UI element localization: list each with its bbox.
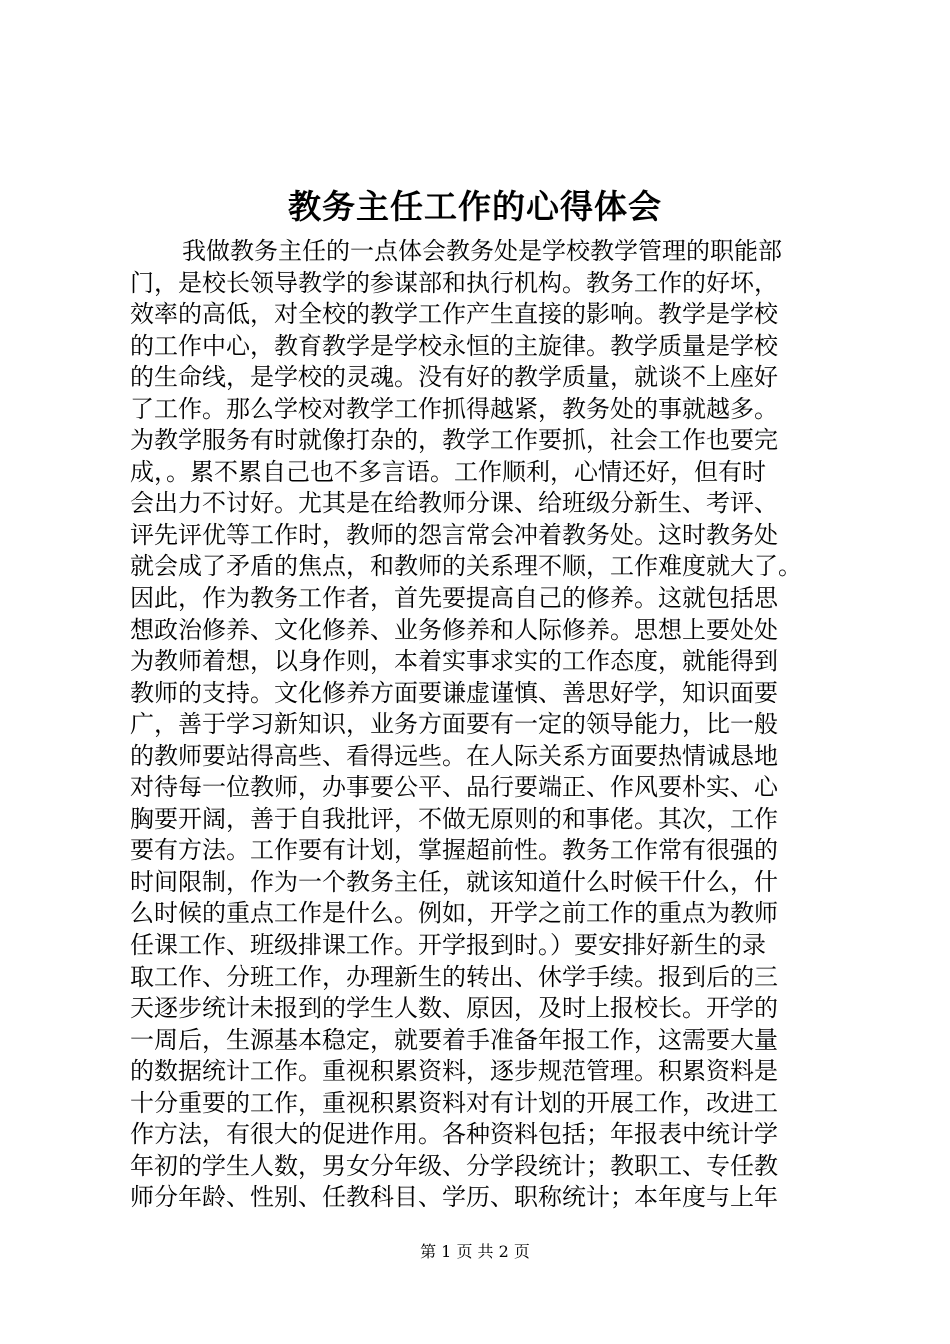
body-line: 教师的支持。文化修养方面要谦虚谨慎、善思好学，知识面要 — [130, 678, 778, 707]
body-line: 因此，作为教务工作者，首先要提高自己的修养。这就包括思 — [130, 584, 778, 613]
body-line: 胸要开阔，善于自我批评，不做无原则的和事佬。其次，工作 — [130, 804, 778, 833]
body-line: 任课工作、班级排课工作。开学报到时。）要安排好新生的录 — [130, 931, 766, 960]
body-line: 一周后，生源基本稳定，就要着手准备年报工作，这需要大量 — [130, 1025, 778, 1054]
body-line: 为教学服务有时就像打杂的，教学工作要抓，社会工作也要完 — [130, 426, 778, 455]
body-line: 取工作、分班工作，办理新生的转出、休学手续。报到后的三 — [130, 962, 778, 991]
body-line: 为教师着想，以身作则，本着实事求实的工作态度，就能得到 — [130, 647, 778, 676]
body-line: 的生命线，是学校的灵魂。没有好的教学质量，就谈不上座好 — [130, 363, 778, 392]
body-line: 天逐步统计未报到的学生人数、原因，及时上报校长。开学的 — [130, 994, 778, 1023]
body-line: 门，是校长领导教学的参谋部和执行机构。教务工作的好坏， — [130, 268, 778, 297]
document-body — [130, 236, 834, 1214]
body-line: 师分年龄、性别、任教科目、学历、职称统计；本年度与上年 — [130, 1183, 778, 1212]
body-line: 要有方法。工作要有计划，掌握超前性。教务工作常有很强的 — [130, 836, 778, 865]
body-line: 对待每一位教师，办事要公平、品行要端正、作风要朴实、心 — [130, 773, 778, 802]
body-line: 了工作。那么学校对教学工作抓得越紧，教务处的事就越多。 — [130, 394, 778, 423]
body-line: 年初的学生人数，男女分年级、分学段统计；教职工、专任教 — [130, 1151, 778, 1180]
body-line: 广，善于学习新知识，业务方面要有一定的领导能力，比一般 — [130, 710, 778, 739]
body-line: 效率的高低，对全校的教学工作产生直接的影响。教学是学校 — [130, 300, 778, 329]
body-line: 十分重要的工作，重视积累资料对有计划的开展工作，改进工 — [130, 1088, 778, 1117]
page-footer: 第 1 页 共 2 页 — [420, 1242, 530, 1261]
body-line: 评先评优等工作时，教师的怨言常会冲着教务处。这时教务处 — [130, 520, 778, 549]
body-line: 我做教务主任的一点体会教务处是学校教学管理的职能部 — [182, 237, 782, 265]
body-line: 的工作中心，教育教学是学校永恒的主旋律。教学质量是学校 — [130, 331, 778, 360]
body-line: 想政治修养、文化修养、业务修养和人际修养。思想上要处处 — [130, 615, 778, 644]
body-line: 成，。累不累自己也不多言语。工作顺利，心情还好，但有时 — [130, 457, 766, 486]
body-line: 就会成了矛盾的焦点，和教师的关系理不顺，工作难度就大了。 — [130, 552, 802, 581]
body-line: 作方法，有很大的促进作用。各种资料包括；年报表中统计学 — [130, 1120, 778, 1149]
body-line: 的教师要站得高些、看得远些。在人际关系方面要热情诚恳地 — [130, 741, 778, 770]
body-line: 的数据统计工作。重视积累资料，逐步规范管理。积累资料是 — [130, 1057, 778, 1086]
body-line: 会出力不讨好。尤其是在给教师分课、给班级分新生、考评、 — [130, 489, 778, 518]
document-title: 教务主任工作的心得体会 — [288, 187, 662, 226]
body-line: 时间限制，作为一个教务主任，就该知道什么时候干什么，什 — [130, 867, 778, 896]
body-line: 么时候的重点工作是什么。例如，开学之前工作的重点为教师 — [130, 899, 778, 928]
